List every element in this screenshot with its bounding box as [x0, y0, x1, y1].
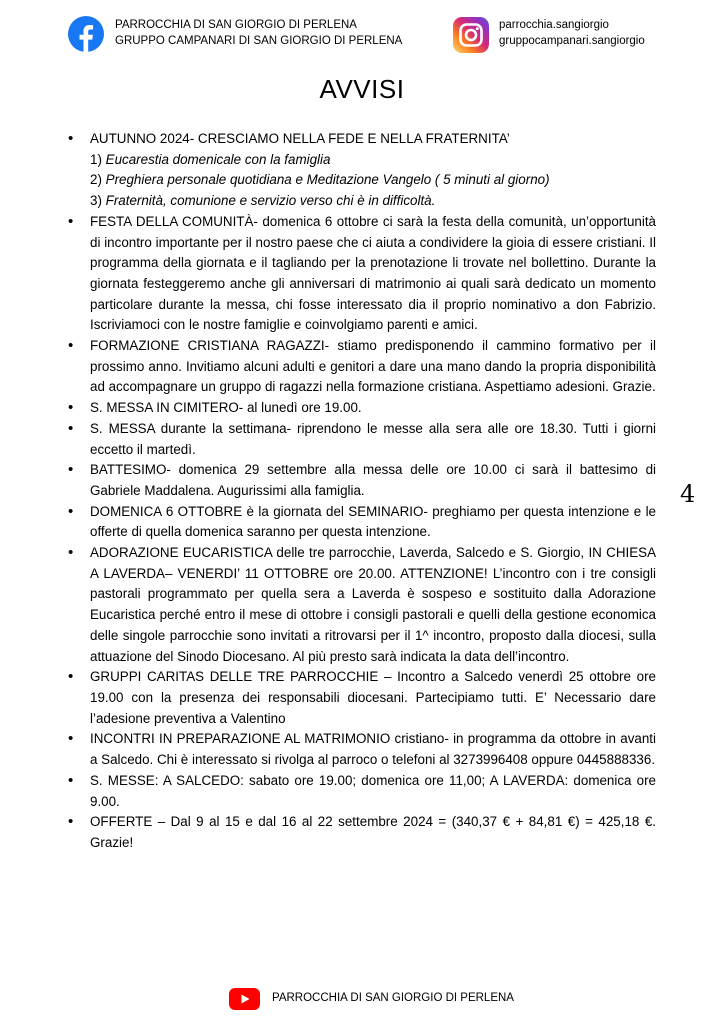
notice-text: GRUPPI CARITAS DELLE TRE PARROCCHIE – Incontro a Salcedo venerdì 25 ottobre ore 19.00 con la presenza dei responsabili diocesani. Partecipiamo tutti. E’ Necessario dare l’adesione preventiva a Valentino [90, 669, 656, 726]
notice-item [68, 502, 656, 543]
bullet-icon: • [68, 502, 74, 520]
notice-item [68, 812, 656, 853]
notice-subitem: 1) Eucarestia domenicale con la famiglia [90, 151, 331, 167]
notice-subitem: 3) Fraternità, comunione e servizio verso chi è in difficoltà. [90, 193, 436, 209]
bullet-icon: • [68, 419, 74, 437]
notices-content [68, 129, 656, 854]
instagram-icon[interactable] [453, 17, 489, 53]
notice-text: FORMAZIONE CRISTIANA RAGAZZI- stiamo predisponendo il cammino formativo per il prossimo anno. Invitiamo alcuni adulti e genitori a dare una mano dando la propria disponibilità ad accompagnare un gruppo di ragazzi nella formazione cristiana. Aspettiamo adesioni. Grazie. [90, 338, 656, 395]
notice-text: OFFERTE – Dal 9 al 15 e dal 16 al 22 settembre 2024 = (340,37 € + 84,81 €) = 425,18 €. Grazie! [90, 814, 656, 850]
notice-text: BATTESIMO- domenica 29 settembre alla messa delle ore 10.00 ci sarà il battesimo di Gabriele Maddalena. Augurissimi alla famiglia. [90, 462, 656, 498]
bullet-icon: • [68, 130, 74, 147]
notice-text: DOMENICA 6 OTTOBRE è la giornata del SEMINARIO- preghiamo per questa intenzione e le offerte di quella domenica saranno per questa intenzione. [90, 503, 656, 540]
header-right-text [499, 17, 645, 49]
bullet-icon: • [68, 813, 74, 831]
notice-text: INCONTRI IN PREPARAZIONE AL MATRIMONIO cristiano- in programma da ottobre in avanti a Salcedo. Chi è interessato si rivolga al parroco o telefoni al 3273996408 oppure 0445888336. [90, 731, 656, 768]
notice-item [68, 460, 656, 501]
notice-item [68, 543, 656, 667]
parish-name: PARROCCHIA DI SAN GIORGIO DI PERLENA [115, 19, 357, 31]
youtube-icon[interactable] [229, 988, 260, 1010]
notice-item [68, 212, 656, 336]
notice-item [68, 129, 656, 212]
notice-text: ADORAZIONE EUCARISTICA delle tre parrocchie, Laverda, Salcedo e S. Giorgio, IN CHIESA A LAVERDA– VENERDI’ 11 OTTOBRE ore 20.00. ATTENZIONE! L’incontro con i tre consigli pastorali programmato per quella sera a Laverda è sospeso e sostituito dalla Adorazione Eucaristica perché entro il mese di ottobre i consigli pastorali e quelli della gestione economica delle singole parrocchie sono invitati a ritrovarsi per il 1^ incontro, proposto dalla diocesi, sulla attuazione del Sinodo Diocesano. Al più presto sarà indicata la data dell’incontro. [90, 545, 656, 664]
notice-text: FESTA DELLA COMUNITÀ- domenica 6 ottobre ci sarà la festa della comunità, un’opportunità di incontro importante per il nostro paese che ci aiuta a condividere la gioia di essere cristiani. Il programma della giornata e il tagliando per la prenotazione li trovate nel bollettino. Durante la giornata festeggeremo anche gli anniversari di matrimonio ai quali sarà dedicato un momento particolare durante la messa, chi fosse interessato dia il proprio nominativo a don Fabrizio. Iscriviamoci con le nostre famiglie e coinvolgiamo parenti e amici. [90, 213, 656, 333]
bullet-icon: • [68, 771, 74, 789]
bullet-icon: • [68, 337, 74, 355]
notice-item [68, 667, 656, 729]
notice-text: AUTUNNO 2024- CRESCIAMO NELLA FEDE E NELLA FRATERNITA’ [90, 131, 510, 146]
bullet-icon: • [68, 668, 74, 686]
bullet-icon: • [68, 212, 74, 230]
instagram-handle-group: gruppocampanari.sangiorgio [499, 35, 645, 47]
page-title: AVVISI [319, 74, 405, 104]
notices-list [68, 129, 656, 854]
bullet-icon: • [68, 730, 74, 748]
notice-item [68, 336, 656, 398]
page-header [0, 14, 724, 58]
header-left-text [115, 17, 402, 49]
notice-item [68, 419, 656, 460]
notice-text: S. MESSA IN CIMITERO- al lunedì ore 19.00. [90, 400, 362, 416]
notice-subitem: 2) Preghiera personale quotidiana e Meditazione Vangelo ( 5 minuti al giorno) [90, 172, 550, 188]
instagram-handle-parish: parrocchia.sangiorgio [499, 19, 609, 31]
page-number: 4 [680, 480, 696, 508]
facebook-icon[interactable] [68, 16, 104, 52]
bullet-icon: • [68, 461, 74, 479]
notice-text: S. MESSE: A SALCEDO: sabato ore 19.00; domenica ore 11,00; A LAVERDA: domenica ore 9.00. [90, 772, 656, 809]
bell-ringers-group-name: GRUPPO CAMPANARI DI SAN GIORGIO DI PERLENA [115, 35, 403, 47]
notice-text: S. MESSA durante la settimana- riprendono le messe alla sera alle ore 18.30. Tutti i giorni eccetto il martedì. [90, 420, 656, 457]
bullet-icon: • [68, 399, 74, 417]
notice-item [68, 729, 656, 770]
footer-channel-name: PARROCCHIA DI SAN GIORGIO DI PERLENA [272, 992, 514, 1004]
bullet-icon: • [68, 544, 74, 562]
notice-item [68, 771, 656, 812]
notice-item [68, 398, 656, 419]
